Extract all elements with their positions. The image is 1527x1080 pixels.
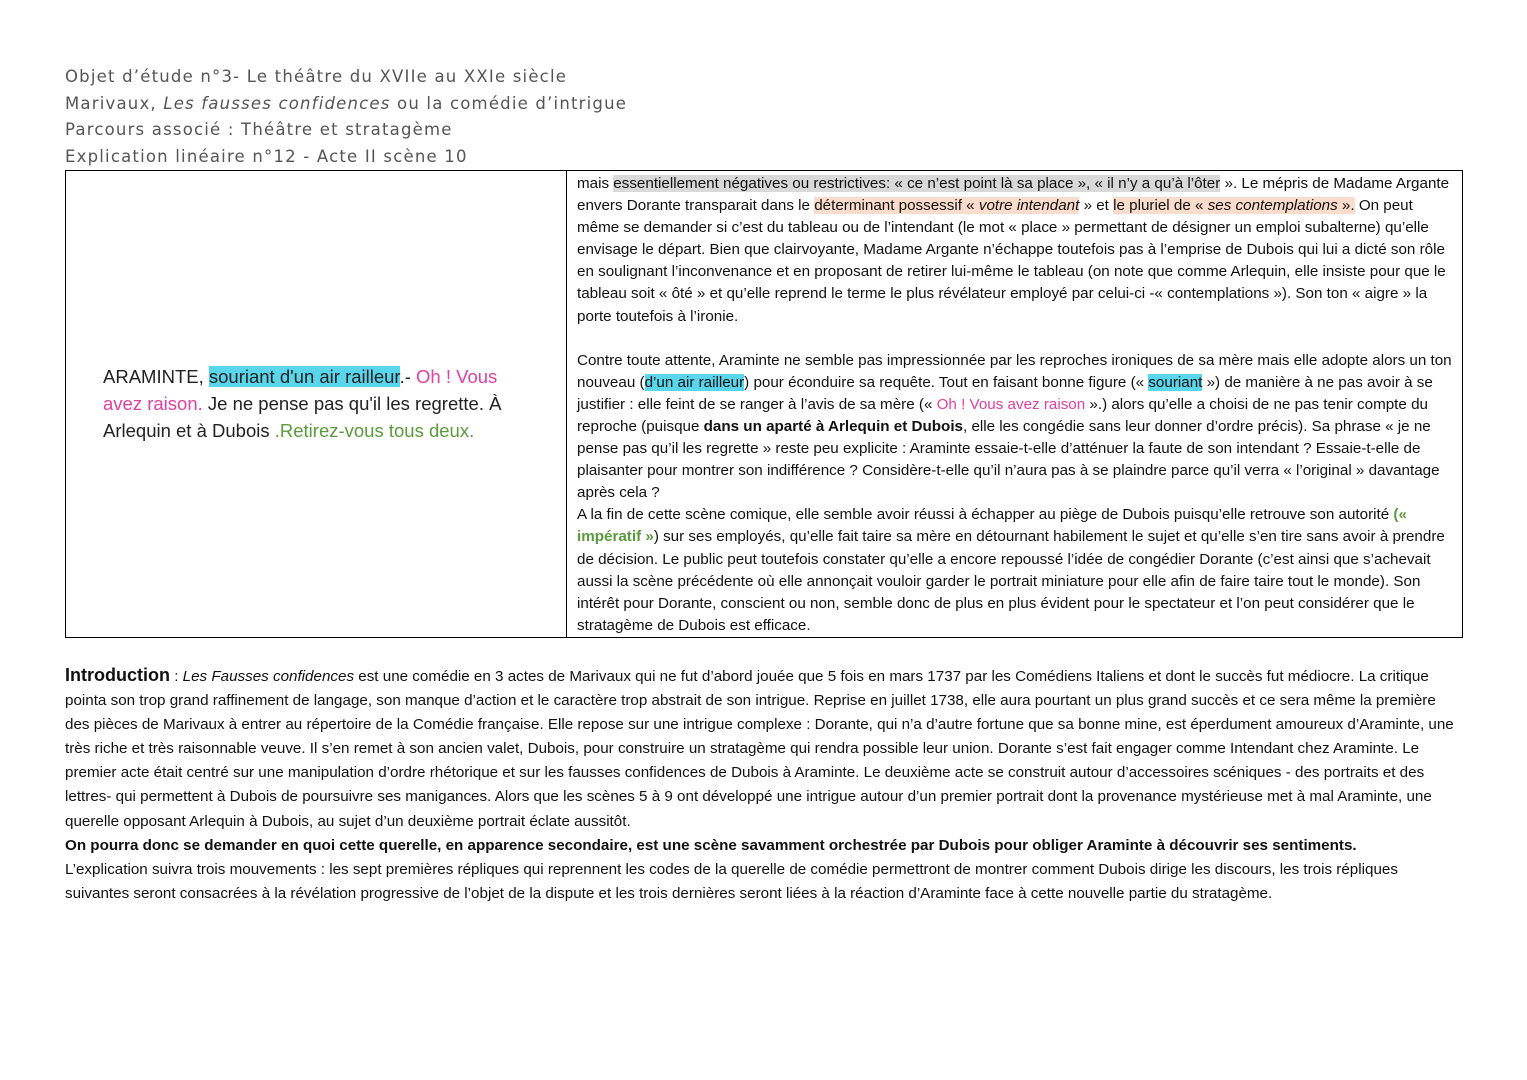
quote-dot: .-	[399, 366, 417, 388]
text-run: ) pour éconduire sa requête. Tout en faisant bonne figure («	[744, 373, 1149, 391]
text-run: déterminant possessif «	[814, 197, 979, 215]
header-work-prefix: Marivaux,	[65, 93, 164, 113]
text-run: ».) alors qu’elle a choisi de ne pas tenir compte du reproche (puisque	[577, 395, 1428, 435]
highlight-negative-phrases: essentiellement négatives ou restrictives: « ce n’est point là sa place », « il n’y a qu’à l’ôter	[613, 175, 1221, 192]
text-run: »	[1079, 197, 1093, 215]
quote-speaker: ARAMINTE,	[103, 366, 209, 388]
header-line-work	[65, 91, 627, 118]
analysis-paragraph-3	[577, 504, 1452, 637]
italic-quote: votre intendant	[978, 197, 1080, 215]
text-run: le pluriel de «	[1113, 197, 1208, 215]
analysis-table	[65, 170, 1463, 638]
quote-addressee: . À Arlequin et à Dubois	[103, 393, 502, 442]
italic-quote: ses contemplations	[1207, 197, 1338, 215]
text-run: mais	[577, 175, 614, 192]
text-run: , elle les congédie sans leur donner d’ordre précis). Sa phrase « je ne pense pas qu’il les regrette » reste peu explicite : Araminte essaie-t-elle d’atténuer la faute de son intendant ? Essaie-t-elle de plaisanter pour montrer son indifférence ? Considère-t-elle qu’il n’aura pas à se plaindre parce qu’il verra « l’original » davantage après cela ?	[577, 417, 1440, 502]
analysis-cell	[567, 171, 1463, 638]
paragraph-gap	[577, 328, 1452, 350]
intro-title: Introduction	[65, 665, 170, 685]
header-line-study-object: Objet d’étude n°3- Le théâtre du XVIIe au XXIe siècle	[65, 67, 568, 86]
intro-body: est une comédie en 3 actes de Marivaux qui ne fut d’abord jouée que 5 fois en mars 1737 par les Comédiens Italiens et dont le succès fut médiocre. La critique pointa son trop grand raffinement de langage, son manque d’action et le caractère trop abstrait de son intrigue. Reprise en juillet 1738, elle aura pourtant un plus grand succès et ce sera même la première des pièces de Marivaux à entrer au répertoire de la Comédie française. Elle repose sur une intrigue complexe : Dorante, qui n’a d’autre fortune que sa bonne mine, est éperdument amoureux d’Araminte, une très riche et très raisonnable veuve. Il s’en remet à son ancien valet, Dubois, pour construire un stratagème qui rendra possible leur union. Dorante s’est fait engager comme Intendant chez Araminte. Le premier acte était centré sur une manipulation d’ordre rhétorique et sur les fausses confidences de Dubois à Araminte. Le deuxième acte se construit autour d’accessoires scéniques - des portraits et des lettres- qui permettent à Dubois de poursuivre ses manigances. Alors que les scènes 5 à 9 ont développé une intrigue autour d’un premier portrait dont la provenance mystérieuse met à mal Araminte, une querelle opposant Arlequin à Dubois, au sujet d’un deuxième portrait éclate aussitôt.	[65, 668, 1454, 830]
text-run: On peut même se demander si c’est du tableau ou de l’intendant (le mot « place » permettant de désigner un emploi subalterne) qu’elle envisage le départ. Bien que clairvoyante, Madame Argante n’échappe toutefois pas à l’emprise de Dubois qui lui a dicté son rôle en soulignant l’inconvenance et en proposant de retirer lui-même le tableau (on note que comme Arlequin, elle insiste pour que le tableau soit « ôté » et qu’elle reprend le terme le plus révélateur employé par celui-ci -« contemplations »). Son ton « aigre » la porte toutefois à l’ironie.	[577, 197, 1446, 325]
araminte-quote	[103, 363, 526, 444]
intro-paragraph	[65, 663, 1463, 834]
highlight-souriant: souriant	[1148, 373, 1203, 391]
analysis-paragraph-1	[577, 173, 1452, 328]
text-run: ») de manière à ne pas avoir à se justifier : elle feint de se ranger à l’avis de sa mère («	[577, 373, 1433, 413]
header-line-explication: Explication linéaire n°12 - Acte II scène 10	[65, 146, 468, 166]
intro-work-title: Les Fausses confidences	[182, 668, 355, 685]
intro-problematic: On pourra donc se demander en quoi cette querelle, en apparence secondaire, est une scène savamment orchestrée par Dubois pour obliger Araminte à découvrir ses sentiments.	[65, 836, 1357, 854]
text-run: et	[1092, 197, 1114, 215]
header-work-suffix: ou la comédie d’intrigue	[390, 93, 628, 113]
quote-exclamation: Oh ! Vous avez raison.	[103, 366, 498, 415]
quote-cell	[66, 171, 567, 638]
pink-quote: Oh ! Vous avez raison	[936, 395, 1090, 413]
text-run: ».	[1337, 197, 1355, 215]
bold-aparte: dans un aparté à Arlequin et Dubois	[703, 417, 963, 435]
text-run: :	[169, 668, 183, 685]
text-run: ) sur ses employés, qu’elle fait taire sa mère en détournant habilement le sujet et qu’elle s’en tire sans avoir à prendre de décision. Le public peut toutefois constater qu’elle a encore repoussé l’idée de congédier Dorante (c’est ainsi que s’achevait aussi la scène précédente où elle annonçait vouloir garder le portrait miniature pour elle afin de faire taire tout le monde). Son intérêt pour Dorante, conscient ou non, semble donc de plus en plus évident pour le spectateur et l’on peut considérer que le stratagème de Dubois est efficace.	[577, 528, 1445, 634]
header-work-title: Les fausses confidences	[163, 93, 391, 113]
intro-plan: L’explication suivra trois mouvements : les sept premières répliques qui reprennent les codes de la querelle de comédie permettront de montrer comment Dubois dirige les discours, les trois répliques suivantes seront consacrées à la révélation progressive de l’objet de la dispute et les trois dernières seront liées à la réaction d’Araminte face à cette nouvelle partie du stratagème.	[65, 860, 1398, 902]
green-imperatif: (« impératif »	[577, 506, 1407, 546]
highlight-possessive	[814, 197, 1079, 214]
quote-speech: Je ne pense pas qu'il les regrette	[202, 393, 479, 415]
document-header	[65, 64, 627, 170]
text-run: Contre toute attente, Araminte ne semble pas impressionnée par les reproches ironiques de sa mère mais elle adopte alors un ton nouveau (	[577, 351, 1452, 391]
highlight-railleur: d’un air railleur	[644, 373, 745, 391]
analysis-paragraph-2	[577, 350, 1452, 505]
introduction	[65, 663, 1463, 906]
header-line-parcours: Parcours associé : Théâtre et stratagème	[65, 120, 453, 139]
quote-order: .Retirez-vous tous deux.	[269, 420, 475, 442]
quote-stage-direction: souriant d'un air railleur	[208, 366, 400, 388]
text-run: ». Le mépris de Madame Argante envers Dorante transparait dans le	[577, 175, 1450, 215]
text-run: A la fin de cette scène comique, elle semble avoir réussi à échapper au piège de Dubois puisqu’elle retrouve son autorité	[577, 506, 1394, 524]
highlight-plural	[1113, 197, 1354, 214]
